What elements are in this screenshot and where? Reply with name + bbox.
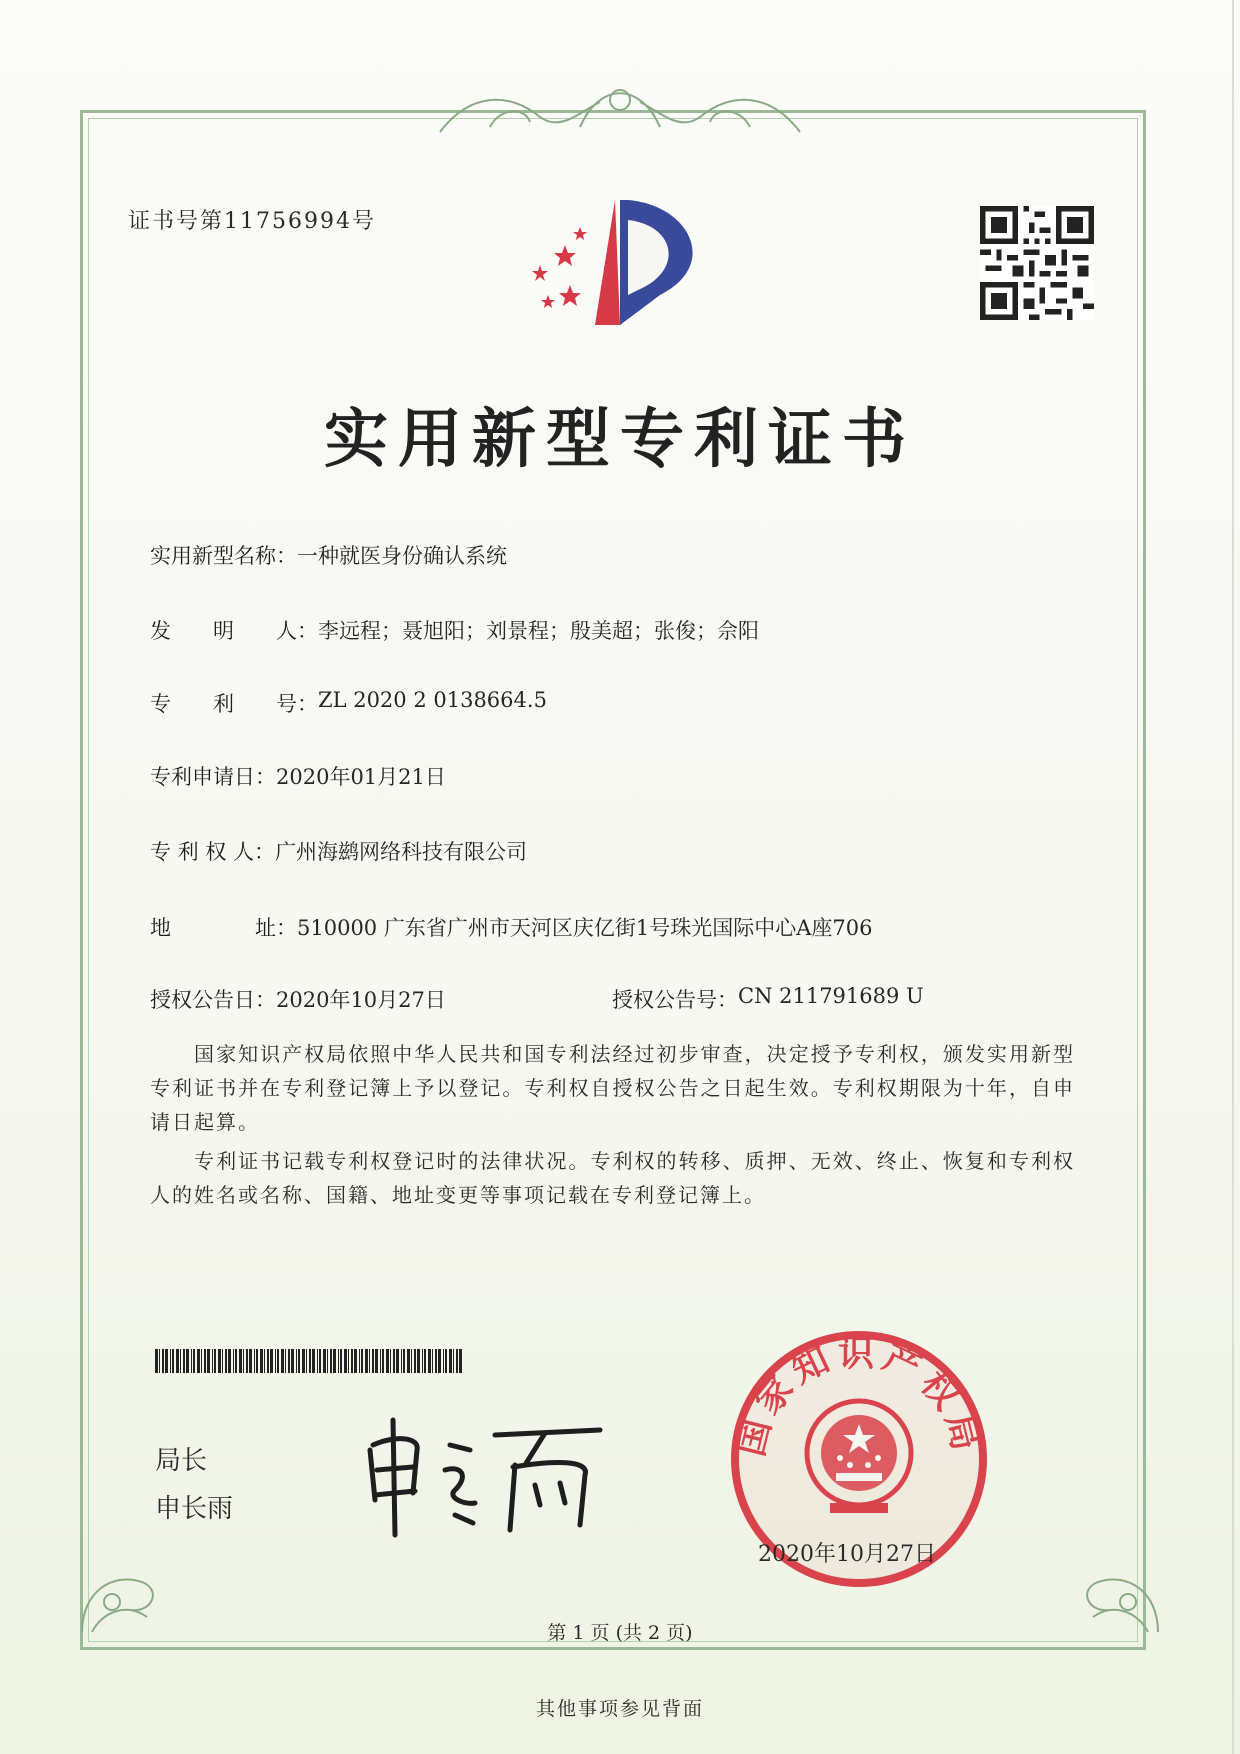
patent-number-row <box>150 688 547 718</box>
filing-date-label: 专利申请日： <box>150 765 276 789</box>
grant-date-label: 授权公告日： <box>150 988 276 1012</box>
grant-date-row <box>150 984 446 1014</box>
address-label: 地 址： <box>150 916 297 940</box>
filing-date-value: 2020年01月21日 <box>276 765 446 789</box>
inventors-label: 发 明 人： <box>150 619 318 643</box>
grant-number-row <box>612 984 924 1014</box>
certificate-title: 实用新型专利证书 <box>324 402 916 477</box>
statement-paragraph-1: 国家知识产权局依照中华人民共和国专利法经过初步审查，决定授予专利权，颁发实用新型专利证书并在专利登记簿上予以登记。专利权自授权公告之日起生效。专利权期限为十年，自申请日起算。 <box>150 1042 1075 1134</box>
utility-model-name-row <box>150 540 507 570</box>
seal-date: 2020年10月27日 <box>758 1542 936 1567</box>
grant-date-value: 2020年10月27日 <box>276 988 446 1012</box>
inventors-row <box>150 615 759 645</box>
seal-text: 国家知识产权局 <box>730 1333 988 1461</box>
patent-number-label: 专 利 号： <box>150 692 318 716</box>
inventors-value: 李远程；聂旭阳；刘景程；殷美超；张俊；佘阳 <box>318 619 759 643</box>
director-title: 局长 <box>155 1446 208 1476</box>
page-number: 第 1 页 (共 2 页) <box>547 1622 693 1644</box>
page-edge <box>1232 0 1234 1754</box>
patent-number-value: ZL 2020 2 0138664.5 <box>318 688 547 712</box>
filing-date-row <box>150 761 446 791</box>
patentee-value: 广州海鹚网络科技有限公司 <box>275 840 528 864</box>
patentee-row <box>150 836 527 866</box>
utility-model-name-value: 一种就医身份确认系统 <box>297 544 507 568</box>
statement-paragraph-2: 专利证书记载专利权登记时的法律状况。专利权的转移、质押、无效、终止、恢复和专利权人的姓名或名称、国籍、地址变更等事项记载在专利登记簿上。 <box>150 1149 1075 1207</box>
director-name: 申长雨 <box>155 1494 234 1524</box>
utility-model-name-label: 实用新型名称： <box>150 544 297 568</box>
top-ornament <box>430 72 810 142</box>
grant-number-value: CN 211791689 U <box>738 984 924 1008</box>
back-note: 其他事项参见背面 <box>535 1698 704 1720</box>
address-row <box>150 912 960 944</box>
barcode <box>155 1349 465 1373</box>
certificate-number: 证书号第11756994号 <box>128 209 376 234</box>
cnipa-logo <box>520 195 720 345</box>
address-value: 510000 广东省广州市天河区庆亿街1号珠光国际中心A座706 <box>297 916 873 940</box>
qr-code <box>980 206 1094 320</box>
grant-number-label: 授权公告号： <box>612 988 738 1012</box>
director-signature <box>355 1405 615 1545</box>
patentee-label: 专 利 权 人： <box>150 840 276 864</box>
